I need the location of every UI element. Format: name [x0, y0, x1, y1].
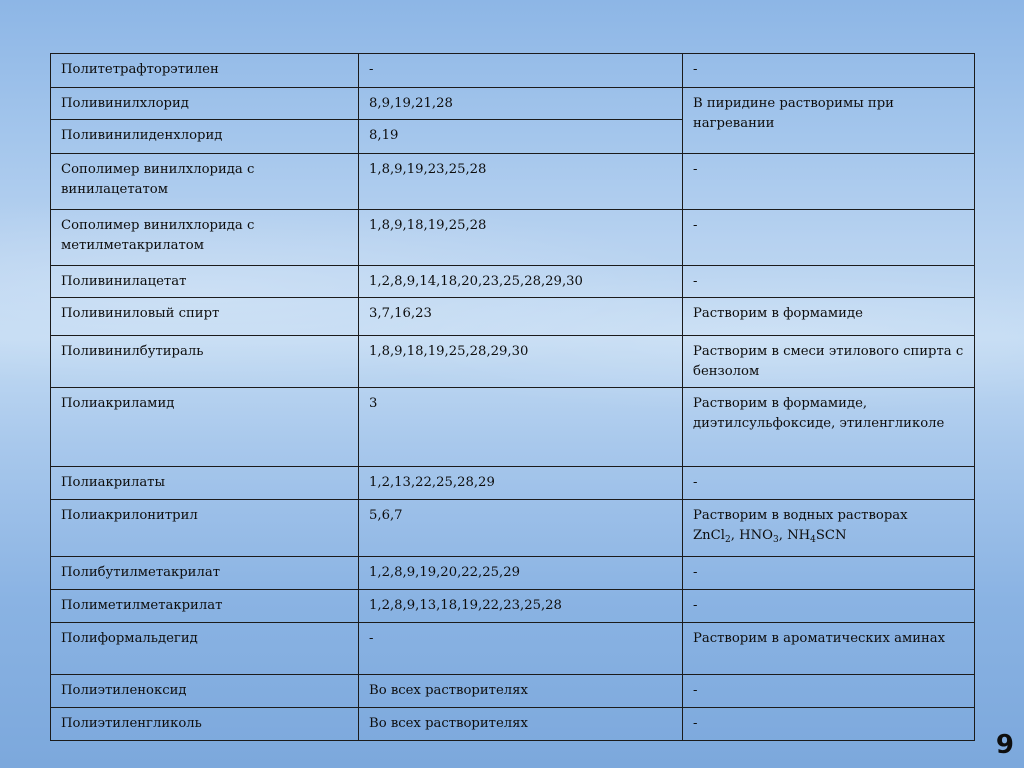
note-cell — [683, 500, 975, 557]
note-cell: - — [683, 54, 975, 88]
table-row — [51, 590, 975, 623]
solvents-cell: Во всех растворителях — [359, 708, 683, 741]
table-row — [51, 266, 975, 298]
table-row — [51, 54, 975, 88]
polymer-cell: Полиметилметакрилат — [51, 590, 359, 623]
polymer-cell: Полиформальдегид — [51, 623, 359, 675]
solvents-cell: - — [359, 623, 683, 675]
note-cell: Растворим в смеси этилового спирта с бензолом — [683, 336, 975, 388]
polymer-cell: Полибутилметакрилат — [51, 557, 359, 590]
solvents-cell: 8,19 — [359, 120, 683, 154]
polymer-cell: Полиэтиленгликоль — [51, 708, 359, 741]
polymer-cell: Политетрафторэтилен — [51, 54, 359, 88]
note-cell: - — [683, 467, 975, 500]
table-row — [51, 388, 975, 467]
solvents-cell: 1,8,9,18,19,25,28 — [359, 210, 683, 266]
note-cell: - — [683, 154, 975, 210]
note-cell: - — [683, 708, 975, 741]
polymer-cell: Поливиниловый спирт — [51, 298, 359, 336]
polymer-cell: Сополимер винилхлорида с метилметакрилатом — [51, 210, 359, 266]
note-cell: - — [683, 675, 975, 708]
solvents-cell: 5,6,7 — [359, 500, 683, 557]
polymer-cell: Поливинилацетат — [51, 266, 359, 298]
note-cell: Растворим в ароматических аминах — [683, 623, 975, 675]
note-cell: Растворим в формамиде — [683, 298, 975, 336]
solvents-cell: 3,7,16,23 — [359, 298, 683, 336]
table-row — [51, 708, 975, 741]
table-row — [51, 336, 975, 388]
formula-nh4scn: , $NH_4SCN$ — [778, 528, 847, 545]
table-row — [51, 500, 975, 557]
note-cell: В пиридине растворимы при нагревании — [683, 88, 975, 154]
table-row — [51, 675, 975, 708]
polymer-cell: Полиакрилаты — [51, 467, 359, 500]
note-cell: - — [683, 210, 975, 266]
solvents-cell: 1,2,8,9,14,18,20,23,25,28,29,30 — [359, 266, 683, 298]
polymer-cell: Полиакрилонитрил — [51, 500, 359, 557]
solvents-cell: Во всех растворителях — [359, 675, 683, 708]
solvents-cell: 3 — [359, 388, 683, 467]
polymer-cell: Полиакриламид — [51, 388, 359, 467]
formula-zncl2: ZnCl$_2$ — [693, 528, 731, 545]
note-cell: - — [683, 590, 975, 623]
solvents-cell: 1,2,8,9,19,20,22,25,29 — [359, 557, 683, 590]
table-row — [51, 467, 975, 500]
note-cell: - — [683, 557, 975, 590]
polymer-cell: Поливинилхлорид — [51, 88, 359, 120]
table-row — [51, 623, 975, 675]
solvents-cell: 8,9,19,21,28 — [359, 88, 683, 120]
polymer-cell: Сополимер винилхлорида с винилацетатом — [51, 154, 359, 210]
slide-number: 9 — [995, 730, 1014, 760]
note-cell: Растворим в формамиде, диэтилсульфоксиде, этиленгликоле — [683, 388, 975, 467]
solvents-cell: - — [359, 54, 683, 88]
solvents-cell: 1,8,9,19,23,25,28 — [359, 154, 683, 210]
polymer-cell: Полиэтиленоксид — [51, 675, 359, 708]
note-cell: - — [683, 266, 975, 298]
table-row — [51, 154, 975, 210]
polymer-solubility-table — [50, 53, 975, 741]
formula-hno3: , $HNO_3$ — [730, 528, 779, 545]
solvents-cell: 1,8,9,18,19,25,28,29,30 — [359, 336, 683, 388]
polymer-cell: Поливинилиденхлорид — [51, 120, 359, 154]
table-row — [51, 557, 975, 590]
note-text: Растворим в водных растворах — [693, 508, 908, 523]
solvents-cell: 1,2,13,22,25,28,29 — [359, 467, 683, 500]
table-row — [51, 210, 975, 266]
table-row — [51, 88, 975, 120]
table-row — [51, 298, 975, 336]
polymer-cell: Поливинилбутираль — [51, 336, 359, 388]
solvents-cell: 1,2,8,9,13,18,19,22,23,25,28 — [359, 590, 683, 623]
